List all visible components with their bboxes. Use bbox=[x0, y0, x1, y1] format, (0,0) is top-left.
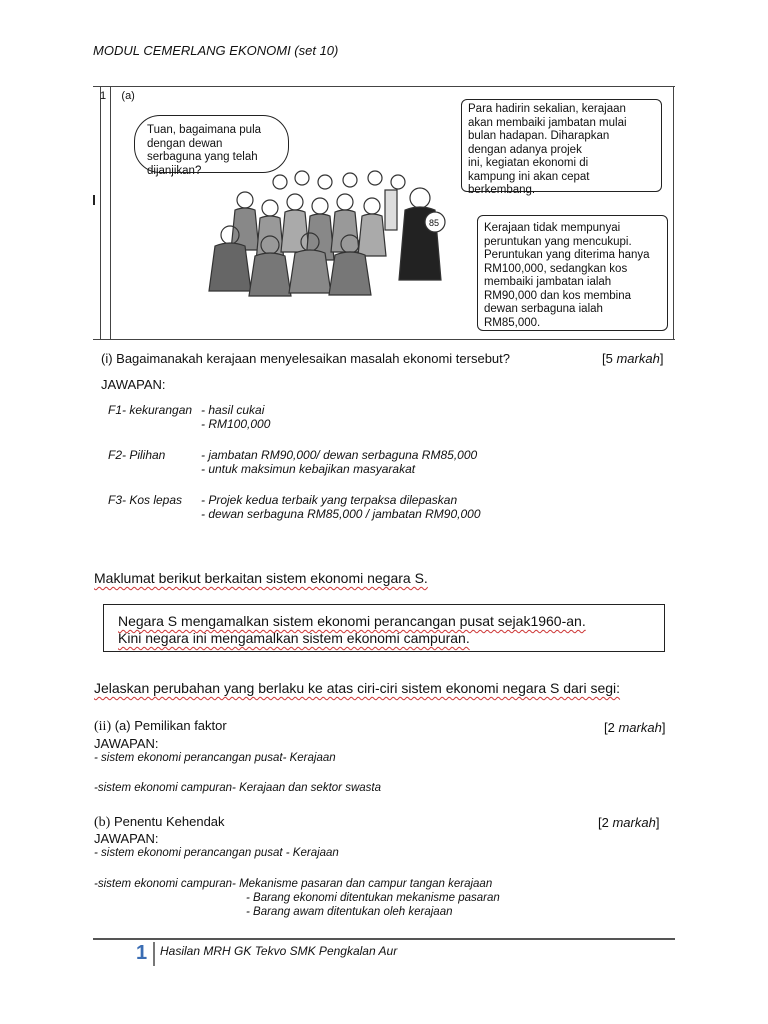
marks-ii-b: [2 markah] bbox=[598, 815, 660, 830]
document-header: MODUL CEMERLANG EKONOMI (set 10) bbox=[93, 43, 339, 58]
speech-bubble-budget: Kerajaan tidak mempunyai peruntukan yang mencukupi. Peruntukan yang diterima hanya RM100,000, sedangkan kos membaiki jambatan ialah RM90,000 dan kos membina dewan serbaguna ialah RM85,000. bbox=[477, 215, 668, 331]
question-number: 1 (a) bbox=[100, 90, 135, 102]
meeting-illustration bbox=[200, 160, 450, 300]
info-box bbox=[103, 604, 665, 652]
audience-head bbox=[364, 198, 380, 214]
info-box-line: Negara S mengamalkan sistem ekonomi perancangan pusat sejak1960-an. bbox=[118, 613, 586, 629]
audience-head bbox=[262, 200, 278, 216]
footer-text: Hasilan MRH GK Tekvo SMK Pengkalan Aur bbox=[160, 944, 398, 958]
marks-ii-a: [2 markah] bbox=[604, 720, 666, 735]
answer-label: JAWAPAN: bbox=[101, 377, 166, 392]
speech-bubble-question: Tuan, bagaimana pula dengan dewan serbaguna yang telah dijanjikan? bbox=[134, 115, 289, 173]
factor-line: - hasil cukai bbox=[201, 403, 265, 417]
page-number: 1 bbox=[136, 942, 148, 964]
audience-head bbox=[287, 194, 303, 210]
audience-head bbox=[312, 198, 328, 214]
factor-line: - Projek kedua terbaik yang terpaksa dilepaskan bbox=[201, 493, 458, 507]
audience-head bbox=[391, 175, 405, 189]
answer-subline: - Barang ekonomi ditentukan mekanisme pasaran bbox=[246, 892, 500, 904]
audience-head bbox=[368, 171, 382, 185]
factor-line: - jambatan RM90,000/ dewan serbaguna RM85,000 bbox=[201, 448, 478, 462]
footer-separator bbox=[153, 942, 155, 966]
audience-head bbox=[273, 175, 287, 189]
audience-head bbox=[337, 194, 353, 210]
question-ii-b: (b) Penentu Kehendak bbox=[94, 814, 225, 830]
info-box-line: Kini negara ini mengamalkan sistem ekonomi campuran. bbox=[118, 630, 470, 646]
factor-line: - dewan serbaguna RM85,000 / jambatan RM90,000 bbox=[201, 507, 481, 521]
answer-line: - sistem ekonomi perancangan pusat- Kerajaan bbox=[94, 752, 336, 764]
answer-line: -sistem ekonomi campuran- Mekanisme pasaran dan campur tangan kerajaan bbox=[94, 878, 493, 890]
factor-label: F2- Pilihan bbox=[108, 448, 166, 462]
marks-i: [5 markah] bbox=[602, 351, 664, 366]
factor-line: - untuk maksimun kebajikan masyarakat bbox=[201, 462, 416, 476]
speech-bubble-announcement: Para hadirin sekalian, kerajaan akan membaiki jambatan mulai bulan hadapan. Diharapkan dengan adanya projek ini, kegiatan ekonomi di kampung ini akan cepat berkembang. bbox=[461, 99, 662, 192]
factor-label: F1- kekurangan bbox=[108, 403, 193, 417]
audience-head bbox=[318, 175, 332, 189]
audience-head bbox=[237, 192, 253, 208]
info-statement: Maklumat berikut berkaitan sistem ekonomi negara S. bbox=[94, 570, 428, 586]
explain-instruction: Jelaskan perubahan yang berlaku ke atas ciri-ciri sistem ekonomi negara S dari segi: bbox=[94, 680, 621, 696]
answer-subline: - Barang awam ditentukan oleh kerajaan bbox=[246, 906, 453, 918]
question-ii-a: (ii) (a) Pemilikan faktor bbox=[94, 718, 227, 734]
answer-line: - sistem ekonomi perancangan pusat - Kerajaan bbox=[94, 847, 339, 859]
factor-label: F3- Kos lepas bbox=[108, 493, 183, 507]
audience-head bbox=[343, 173, 357, 187]
speaker-head bbox=[410, 188, 430, 208]
answer-label: JAWAPAN: bbox=[94, 736, 159, 751]
factor-line: - RM100,000 bbox=[201, 417, 271, 431]
audience-head bbox=[295, 171, 309, 185]
answer-line: -sistem ekonomi campuran- Kerajaan dan sektor swasta bbox=[94, 782, 381, 794]
sign-number: 85 bbox=[429, 218, 440, 228]
question-i: (i) Bagaimanakah kerajaan menyelesaikan masalah ekonomi tersebut? bbox=[101, 351, 511, 366]
footer-divider bbox=[93, 938, 675, 940]
answer-label: JAWAPAN: bbox=[94, 831, 159, 846]
